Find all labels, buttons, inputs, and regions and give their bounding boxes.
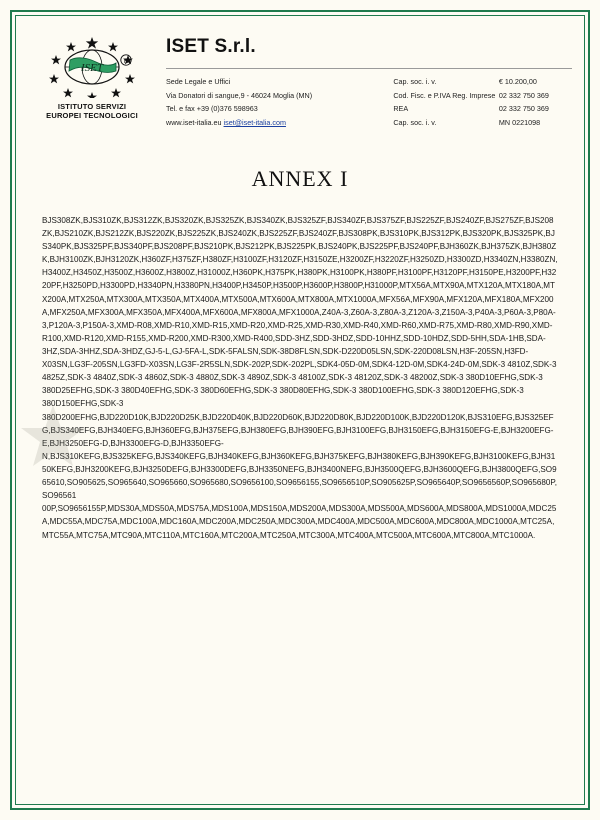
info-left-4 [166,116,393,130]
table-row [166,102,572,116]
company-name: ISET S.r.l. [166,36,256,57]
info-mid-4: Cap. soc. i. v. [393,118,437,128]
svg-text:ISET: ISET [81,62,103,74]
info-left-3: Tel. e fax +39 (0)376 598963 [166,104,258,114]
info-right-3: 02 332 750 369 [498,104,549,114]
info-right-4: MN 0221098 [498,118,541,128]
info-mid-1: Cap. soc. i. v. [393,77,437,86]
table-row [166,116,572,130]
info-mid-2: Cod. Fisc. e P.IVA Reg. Imprese [393,90,496,100]
company-info-table [166,75,572,130]
company-info-block [156,34,572,130]
product-code-list: BJS308ZK,BJS310ZK,BJS312ZK,BJS320ZK,BJS325ZK,BJS340ZK,BJS325ZF,BJS340ZF,BJS375ZF,BJS225ZF,BJS240ZF,BJS275ZF,BJS208ZK,BJS210ZK,BJS212ZK,BJS220ZK,BJS225ZK,BJS240ZK,BJS225ZF,BJS240ZF,BJS308PK,BJS310PK,BJS312PK,BJS320PK,BJS325PK,BJS340PK,BJS325PF,BJS340PF,BJS208PF,BJS210PK,BJS212PK,BJS225PK,BJS240PK,BJS225PF,BJS240PF,BJH360ZK,BJH375ZK,BJH380ZK,BJH3100ZK,BJH3120ZK,H360ZF,H375ZF,H380ZF,H3100ZF,H3120ZF,H3150ZE,H3200ZF,H3220ZF,H3250ZD,H3300ZD,H3340ZN,H3380ZN,H3400Z,H3450Z,H3500Z,H3600Z,H3800Z,H31000Z,H360PK,H375PK,H380PK,H3100PK,H380PF,H3100PF,H3120PF,H3150PE,H3200PF,H3220PF,H3250PD,H3300PD,H3340PN,H3380PN,H3400P,H3450P,H3500P,H3600P,H3800P,H31000P,MTX56A,MTX90A,MTX120A,MTX180A,MTX200A,MTX250A,MTX300A,MTX350A,MTX400A,MTX500A,MTX600A,MTX800A,MTX1000A,MFX56A,MFX90A,MFX120A,MFX180A,MFX200A,MFX250A,MFX300A,MFX350A,MFX400A,MFX600A,MFX800A,MFX1000A,Z40A-3,Z60A-3,Z80A-3,Z120A-3,Z150A-3,P40A-3,P60A-3,P80A-3,P120A-3,P150A-3,XMD-R08,XMD-R10,XMD-R15,XMD-R20,XMD-R25,XMD-R30,XMD-R40,XMD-R60,XMD-R75,XMD-R80,XMD-R90,XMD-R100,XMD-R120,XMD-R155,XMD-R200,XMD-R300,XMD-R400,SDD-3HZ,SDD-3HDZ,SDD-10HHZ,SDD-10HDZ,SDD-5HH,SDA-1HB,SDA-3HZ,SDA-3HHZ,SDA-3HDZ,GJ-5-L,GJ-5FA-L,SDK-5FALSN,SDK-38D8FLSN,SDK-D220D05LSN,SDK-220D08LSN,H3F-205SN,H3FD-X03SN,LG3F-205SN,LG3FD-X03SN,LG3F-2R5SLN,SDK-202P,SDK-202PL,SDK4-05D-0M,SDK4-12D-0M,SDK4-24D-0M,SDK-3 4810Z,SDK-3 4825Z,SDK-3 4840Z,SDK-3 4860Z,SDK-3 4880Z,SDK-3 4890Z,SDK-3 48100Z,SDK-3 48120Z,SDK-3 48200Z,SDK-3 380D10EFHG,SDK-3 380D25EFHG,SDK-3 380D40EFHG,SDK-3 380D60EFHG,SDK-3 380D80EFHG,SDK-3 380D100EFHG,SDK-3 380D120EFHG,SDK-3 380D150EFHG,SDK-3 380D200EFHG,BJD220D10K,BJD220D25K,BJD220D40K,BJD220D60K,BJD220D80K,BJD220D100K,BJD220D120K,BJS310EFG,BJS325EFG,BJS340EFG,BJH340EFG,BJH360EFG,BJH375EFG,BJH380EFG,BJH390EFG,BJH3100EFG,BJH3150EFG,BJH3150EFG-E,BJH3200EFG-E,BJH3250EFG-D,BJH3300EFG-D,BJH3350EFG-N,BJS310KEFG,BJS325KEFG,BJS340KEFG,BJH340KEFG,BJH360KEFG,BJH375KEFG,BJH380KEFG,BJH390KEFG,BJH3100KEFG,BJH3150KEFG,BJH3200KEFG,BJH3250DEFG,BJH3300DEFG,BJH3350NEFG,BJH3400NEFG,BJH3500QEFG,BJH3600QEFG,BJH3800QEFG,SO965610,SO905625,SO965640,SO965660,SO965680,SO9656100,SO9656155,SO9656510P,SO905625P,SO965640P,SO9656560P,SO965680P,SO96561 00P,SO9656155P,MDS30A,MDS50A,MDS75A,MDS100A,MDS150A,MDS200A,MDS300A,MDS500A,MDS600A,MDS800A,MDS1000A,MDC25A,MDC55A,MDC75A,MDC100A,MDC160A,MDC200A,MDC250A,MDC300A,MDC400A,MDC500A,MDC600A,MDC800A,MDC1000A,MTC25A,MTC55A,MTC75A,MTC90A,MTC110A,MTC160A,MTC200A,MTC250A,MTC300A,MTC400A,MTC500A,MTC600A,MTC800A,MTC1000A. [42,215,558,540]
letterhead-header [28,28,572,130]
info-mid-3: REA [393,104,409,114]
info-right-2: 02 332 750 369 [498,90,549,100]
info-right-1: € 10.200,00 [498,77,537,86]
info-left-2: Via Donatori di sangue,9 - 46024 Moglia (MN) [166,90,313,100]
table-row [166,75,572,89]
website-text: www.iset-italia.eu [166,118,222,128]
logo-caption [28,102,156,121]
page-title: ANNEX I [251,165,349,191]
globe-stars-logo-icon [46,36,138,98]
logo-caption-line-1: ISTITUTO SERVIZI [57,102,127,111]
email-link[interactable]: iset@iset-italia.com [223,118,286,128]
table-row [166,89,572,103]
logo-block [28,34,156,121]
page-content [28,28,572,792]
svg-text:R: R [123,59,129,65]
body-section [28,214,572,542]
info-left-1: Sede Legale e Uffici [166,77,231,86]
logo-caption-line-2: EUROPEI TECNOLOGICI [46,111,138,121]
header-divider [166,68,572,69]
